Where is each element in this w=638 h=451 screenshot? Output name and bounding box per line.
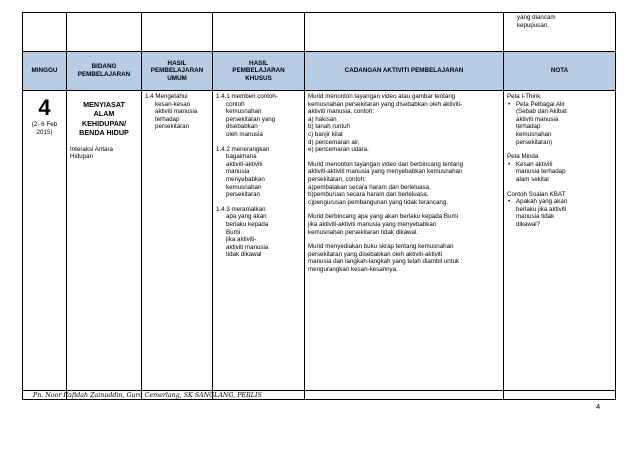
nota-kbat: Contoh Soalan KBAT • Apakah yang akan berlaku jika aktiviti manusia tidak dikawal? [507,191,612,229]
header-nota: NOTA [504,52,616,91]
lesson-plan-table [22,12,616,400]
outcome-1-4-2: 1.4.2 menerangkan bagaimana aktiviti-aktiviti manusia menyebabkan kemusnahan persekitaran [216,145,270,199]
outcome-1-4-1: 1.4.1 memberi contoh- contoh kemusnahan persekitaran yang disebabkan oleh manusia [216,93,278,138]
header-row [23,52,616,91]
week-dates: (2- 6 Feb 2015) [31,121,58,136]
activity-paragraph: Murid menyediakan buku skrap tentang kemusnahan persekitaran yang disebabkan oleh aktiviti-aktiviti manusia dan langkah-langkah yang telah diambil untuk mengurangkan kesan-kesannya. [308,243,460,273]
activity-paragraph: Murid menonton tayangan video dan berbincang tentang aktiviti-aktiviti manusia yang menyebabkan kemusnahan persekitaran, contoh: a)pembalakan secara haram dan berleluasa, b)pemburuan secara haram dan berleluasa, c)pengurusan pembangunan yang tidak terancang. [308,160,464,206]
page-number: 4 [596,402,601,411]
nota-continuation-cell [504,13,616,52]
nota-ithink: Peta I-Think • Peta Pelbagai Alir (Sebab dan Akibat aktiviti manusia terhadap kemusnahan persekitaran) [507,93,612,146]
cadangan-aktiviti-cell [305,91,504,400]
header-minggu: MINGGU [23,52,67,91]
nota-cell [504,91,616,400]
hasil-umum-cell [142,91,213,400]
activity-paragraph: Murid berbincang apa yang akan berlaku kepada Bumi jika aktiviti-aktiviti manusia yang menyebabkan kemusnahan persekitaran tidak dikawal. [308,213,458,236]
footer-author: Pn. Noor Rafidah Zainuddin, Guru Cemerlang, SK SANGLANG, PERLIS [33,392,262,399]
minggu-cell [23,91,67,400]
continuation-row [23,13,616,52]
nota-continuation-line: yang diancam [517,14,556,21]
header-hasil-umum: HASIL PEMBELAJARAN UMUM [142,52,213,91]
bidang-cell [67,91,142,400]
theme-title: MENYIASAT ALAM KEHIDUPAN/ BENDA HIDUP [79,100,129,138]
topic-title: Interaksi Antara Hidupan [70,145,113,161]
hasil-khusus-cell [213,91,305,400]
header-bidang: BIDANG PEMBELAJARAN [67,52,142,91]
header-hasil-khusus: HASIL PEMBELAJARAN KHUSUS [213,52,305,91]
footer-divider [22,390,616,391]
outcome-1-4-3: 1.4.3 meramalkan apa yang akan berlaku kepada Bumi jika aktiviti- aktiviti manusia tidak dikawal [216,205,269,259]
standard-text: kesan-kesan aktiviti manusia terhadap persekitaran [155,100,198,131]
header-cadangan-aktiviti: CADANGAN AKTIVITI PEMBELAJARAN [305,52,504,91]
week-number: 4 [38,95,51,120]
nota-continuation-line: kepupusan. [517,21,549,29]
nota-peta-minda: Peta Minda • Kesan aktiviti manusia terhadap alam sekitar [507,153,612,183]
standard-code: 1.4 Mengetahui [145,93,188,100]
activity-paragraph: Murid menonton tayangan video atau gambar tentang kemusnahan persekitaran yang disebabkan oleh aktiviti- aktiviti manusia, contoh: a) hakisan b) tanah runtuh c) banjir kilat d) pencemaran air, e) pencemaran udara. [308,93,463,154]
week-row [23,91,616,400]
